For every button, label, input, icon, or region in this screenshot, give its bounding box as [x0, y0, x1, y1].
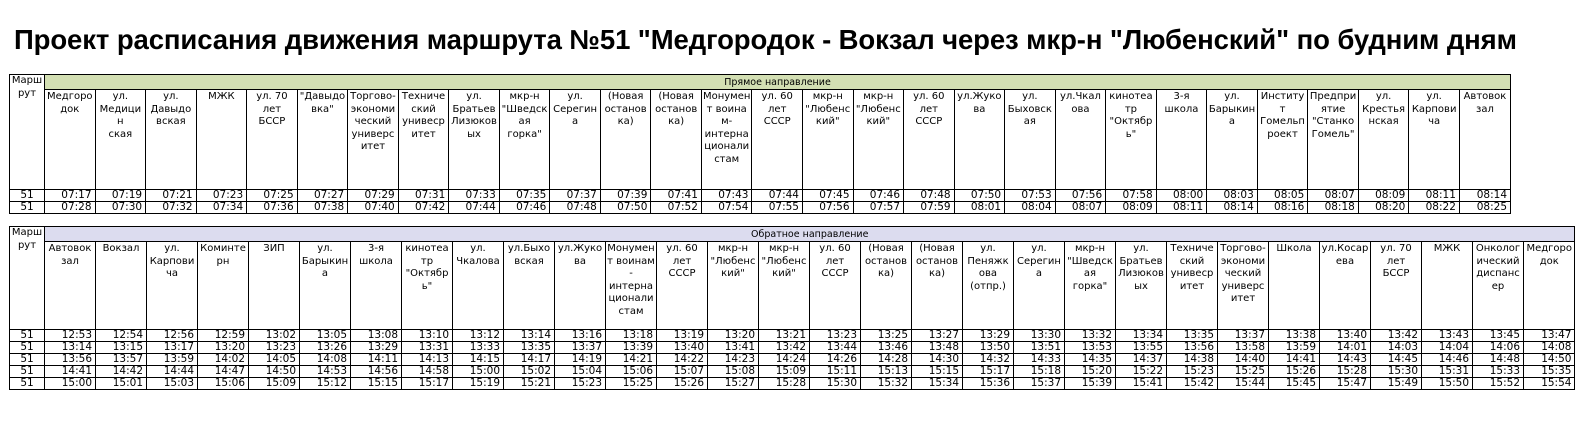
time-cell: 07:21 [146, 190, 197, 202]
time-cell: 07:33 [449, 190, 500, 202]
time-cell: 15:09 [759, 366, 810, 378]
stop-header: ул. 70 лет БССР [247, 90, 298, 190]
stop-header: мкр-н "Шведск ая горка" [499, 90, 550, 190]
time-cell: 07:32 [146, 202, 197, 214]
time-cell: 13:37 [555, 342, 606, 354]
route-number-cell: 51 [10, 202, 45, 214]
stop-header: Техниче ский унивеср итет [398, 90, 449, 190]
route-number-cell: 51 [10, 354, 45, 366]
time-cell: 14:28 [861, 354, 912, 366]
time-cell: 08:11 [1156, 202, 1207, 214]
time-cell: 13:23 [249, 342, 300, 354]
time-cell: 08:04 [1005, 202, 1056, 214]
schedule-row [10, 366, 1575, 378]
stop-header: ул. Медицин ская [95, 90, 146, 190]
stop-header: ул. Чкалова [453, 242, 504, 330]
stop-header: Медгоро док [45, 90, 96, 190]
time-cell: 15:21 [504, 378, 555, 390]
time-cell: 15:47 [1320, 378, 1371, 390]
stop-header: Онколог ический диспанс ер [1473, 242, 1524, 330]
time-cell: 13:48 [912, 342, 963, 354]
stop-header: ул. 60 лет СССР [752, 90, 803, 190]
time-cell: 15:04 [555, 366, 606, 378]
time-cell: 13:32 [1065, 330, 1116, 342]
time-cell: 13:42 [759, 342, 810, 354]
time-cell: 07:38 [297, 202, 348, 214]
time-cell: 13:20 [198, 342, 249, 354]
stop-header: (Новая останов ка) [651, 90, 702, 190]
time-cell: 08:14 [1459, 190, 1510, 202]
stop-header: Предпри ятие "Станко Гомель" [1308, 90, 1359, 190]
time-cell: 15:30 [810, 378, 861, 390]
time-cell: 14:01 [1320, 342, 1371, 354]
time-cell: 08:03 [1207, 190, 1258, 202]
time-cell: 15:00 [45, 378, 96, 390]
stop-header: мкр-н "Любенс кий" [708, 242, 759, 330]
time-cell: 15:44 [1218, 378, 1269, 390]
time-cell: 13:18 [606, 330, 657, 342]
time-cell: 15:17 [963, 366, 1014, 378]
time-cell: 07:36 [247, 202, 298, 214]
time-cell: 15:26 [657, 378, 708, 390]
time-cell: 13:38 [1269, 330, 1320, 342]
time-cell: 13:44 [810, 342, 861, 354]
stop-header: Медгоро док [1524, 242, 1575, 330]
schedule-row [10, 330, 1575, 342]
time-cell: 07:58 [1106, 190, 1157, 202]
stop-header: ул. Братьев Лизюков ых [1116, 242, 1167, 330]
time-cell: 14:08 [300, 354, 351, 366]
time-cell: 13:21 [759, 330, 810, 342]
time-cell: 08:16 [1257, 202, 1308, 214]
time-cell: 08:14 [1207, 202, 1258, 214]
time-cell: 15:13 [861, 366, 912, 378]
time-cell: 13:12 [453, 330, 504, 342]
time-cell: 15:25 [606, 378, 657, 390]
time-cell: 13:25 [861, 330, 912, 342]
time-cell: 13:58 [1218, 342, 1269, 354]
time-cell: 14:41 [1269, 354, 1320, 366]
time-cell: 13:45 [1473, 330, 1524, 342]
time-cell: 14:05 [249, 354, 300, 366]
stop-header: Коминте рн [198, 242, 249, 330]
time-cell: 12:56 [147, 330, 198, 342]
time-cell: 13:41 [708, 342, 759, 354]
time-cell: 14:37 [1116, 354, 1167, 366]
time-cell: 13:47 [1524, 330, 1575, 342]
time-cell: 13:20 [708, 330, 759, 342]
stop-header: мкр-н "Любенс кий" [802, 90, 853, 190]
time-cell: 14:17 [504, 354, 555, 366]
route-column-header: Марш рут [10, 75, 45, 190]
time-cell: 08:25 [1459, 202, 1510, 214]
time-cell: 15:26 [1269, 366, 1320, 378]
time-cell: 14:50 [249, 366, 300, 378]
time-cell: 15:06 [606, 366, 657, 378]
direction-row [10, 227, 1575, 242]
time-cell: 07:50 [600, 202, 651, 214]
time-cell: 14:35 [1065, 354, 1116, 366]
backward-schedule-table [9, 226, 1575, 390]
time-cell: 14:53 [300, 366, 351, 378]
stop-header: ул.Косар ева [1320, 242, 1371, 330]
stop-header: ул.Быхо вская [504, 242, 555, 330]
time-cell: 13:40 [657, 342, 708, 354]
stop-header: ул. Барыкин а [300, 242, 351, 330]
time-cell: 13:42 [1371, 330, 1422, 342]
time-cell: 15:01 [96, 378, 147, 390]
time-cell: 13:10 [402, 330, 453, 342]
time-cell: 14:47 [198, 366, 249, 378]
stop-header: Торгово- экономи ческий универс итет [348, 90, 399, 190]
time-cell: 08:18 [1308, 202, 1359, 214]
time-cell: 14:15 [453, 354, 504, 366]
time-cell: 15:07 [657, 366, 708, 378]
time-cell: 07:45 [802, 190, 853, 202]
time-cell: 13:29 [963, 330, 1014, 342]
time-cell: 15:00 [453, 366, 504, 378]
time-cell: 15:35 [1524, 366, 1575, 378]
time-cell: 15:18 [1014, 366, 1065, 378]
stop-header: ул. 60 лет СССР [904, 90, 955, 190]
stop-header: ЗИП [249, 242, 300, 330]
time-cell: 14:48 [1473, 354, 1524, 366]
time-cell: 08:09 [1106, 202, 1157, 214]
time-cell: 07:43 [701, 190, 752, 202]
stop-header: ул. Серегин а [1014, 242, 1065, 330]
stop-header: ул. Братьев Лизюков ых [449, 90, 500, 190]
time-cell: 07:48 [904, 190, 955, 202]
time-cell: 15:02 [504, 366, 555, 378]
time-cell: 13:59 [1269, 342, 1320, 354]
time-cell: 07:37 [550, 190, 601, 202]
time-cell: 07:31 [398, 190, 449, 202]
stop-header: Вокзал [96, 242, 147, 330]
time-cell: 08:22 [1409, 202, 1460, 214]
time-cell: 07:42 [398, 202, 449, 214]
time-cell: 14:46 [1422, 354, 1473, 366]
time-cell: 13:51 [1014, 342, 1065, 354]
time-cell: 07:56 [1055, 190, 1106, 202]
schedule-row [10, 202, 1511, 214]
time-cell: 15:39 [1065, 378, 1116, 390]
time-cell: 13:43 [1422, 330, 1473, 342]
time-cell: 13:37 [1218, 330, 1269, 342]
stop-header: мкр-н "Любенс кий" [759, 242, 810, 330]
time-cell: 14:06 [1473, 342, 1524, 354]
schedule-row [10, 354, 1575, 366]
time-cell: 08:05 [1257, 190, 1308, 202]
time-cell: 13:08 [351, 330, 402, 342]
time-cell: 15:33 [1473, 366, 1524, 378]
time-cell: 13:46 [861, 342, 912, 354]
time-cell: 13:23 [810, 330, 861, 342]
time-cell: 14:44 [147, 366, 198, 378]
time-cell: 13:35 [504, 342, 555, 354]
time-cell: 07:25 [247, 190, 298, 202]
stop-header: ул. Быховск ая [1005, 90, 1056, 190]
time-cell: 07:23 [196, 190, 247, 202]
time-cell: 13:31 [402, 342, 453, 354]
time-cell: 07:19 [95, 190, 146, 202]
time-cell: 15:50 [1422, 378, 1473, 390]
stop-header: Автовок зал [45, 242, 96, 330]
page-title: Проект расписания движения маршрута №51 "Медгородок - Вокзал через мкр-н "Любенский" по будним дням [14, 24, 1517, 55]
time-cell: 14:11 [351, 354, 402, 366]
time-cell: 15:12 [300, 378, 351, 390]
time-cell: 13:05 [300, 330, 351, 342]
stop-header: (Новая останов ка) [600, 90, 651, 190]
schedule-row [10, 342, 1575, 354]
stop-header: Автовок зал [1459, 90, 1510, 190]
stop-header: ул. Пеняжк ова (отпр.) [963, 242, 1014, 330]
time-cell: 13:34 [1116, 330, 1167, 342]
time-cell: 13:02 [249, 330, 300, 342]
time-cell: 13:33 [453, 342, 504, 354]
time-cell: 07:30 [95, 202, 146, 214]
time-cell: 08:00 [1156, 190, 1207, 202]
time-cell: 13:39 [606, 342, 657, 354]
stop-header: Школа [1269, 242, 1320, 330]
stop-header: ул. Карпови ча [147, 242, 198, 330]
time-cell: 15:32 [861, 378, 912, 390]
time-cell: 13:57 [96, 354, 147, 366]
time-cell: 07:44 [752, 190, 803, 202]
time-cell: 07:34 [196, 202, 247, 214]
route-column-header: Марш рут [10, 227, 45, 330]
time-cell: 14:41 [45, 366, 96, 378]
stop-header: ул. Крестья нская [1358, 90, 1409, 190]
time-cell: 15:23 [1167, 366, 1218, 378]
time-cell: 13:14 [45, 342, 96, 354]
time-cell: 08:01 [954, 202, 1005, 214]
stop-header: ул. Серегин а [550, 90, 601, 190]
schedule-row [10, 190, 1511, 202]
time-cell: 07:40 [348, 202, 399, 214]
time-cell: 15:41 [1116, 378, 1167, 390]
stop-header: кинотеа тр "Октябр ь" [1106, 90, 1157, 190]
stop-header: мкр-н "Любенс кий" [853, 90, 904, 190]
time-cell: 14:50 [1524, 354, 1575, 366]
time-cell: 13:59 [147, 354, 198, 366]
stops-header-row [10, 242, 1575, 330]
time-cell: 15:45 [1269, 378, 1320, 390]
time-cell: 15:22 [1116, 366, 1167, 378]
time-cell: 14:56 [351, 366, 402, 378]
stop-header: Техниче ский унивеср итет [1167, 242, 1218, 330]
time-cell: 13:53 [1065, 342, 1116, 354]
stop-header: ул.Жуко ва [555, 242, 606, 330]
time-cell: 14:45 [1371, 354, 1422, 366]
time-cell: 14:32 [963, 354, 1014, 366]
stop-header: Монумен т воинам- интерна ционали стам [606, 242, 657, 330]
stop-header: ул.Чкал ова [1055, 90, 1106, 190]
time-cell: 13:56 [45, 354, 96, 366]
time-cell: 07:44 [449, 202, 500, 214]
direction-header: Обратное направление [45, 227, 1575, 242]
time-cell: 15:49 [1371, 378, 1422, 390]
direction-row [10, 75, 1511, 90]
time-cell: 08:20 [1358, 202, 1409, 214]
time-cell: 15:37 [1014, 378, 1065, 390]
time-cell: 08:07 [1055, 202, 1106, 214]
time-cell: 12:53 [45, 330, 96, 342]
time-cell: 15:20 [1065, 366, 1116, 378]
time-cell: 15:28 [1320, 366, 1371, 378]
time-cell: 14:42 [96, 366, 147, 378]
time-cell: 13:27 [912, 330, 963, 342]
time-cell: 14:04 [1422, 342, 1473, 354]
stop-header: МЖК [196, 90, 247, 190]
time-cell: 15:25 [1218, 366, 1269, 378]
time-cell: 14:40 [1218, 354, 1269, 366]
forward-schedule-table [9, 74, 1511, 214]
time-cell: 14:30 [912, 354, 963, 366]
stop-header: кинотеа тр "Октябр ь" [402, 242, 453, 330]
time-cell: 15:06 [198, 378, 249, 390]
time-cell: 07:46 [499, 202, 550, 214]
time-cell: 15:17 [402, 378, 453, 390]
time-cell: 14:03 [1371, 342, 1422, 354]
time-cell: 13:14 [504, 330, 555, 342]
time-cell: 14:33 [1014, 354, 1065, 366]
time-cell: 14:24 [759, 354, 810, 366]
stop-header: ул. 60 лет СССР [657, 242, 708, 330]
time-cell: 13:29 [351, 342, 402, 354]
stop-header: ул. Барыкин а [1207, 90, 1258, 190]
time-cell: 15:09 [249, 378, 300, 390]
time-cell: 15:11 [810, 366, 861, 378]
stop-header: 3-я школа [351, 242, 402, 330]
stop-header: МЖК [1422, 242, 1473, 330]
time-cell: 08:09 [1358, 190, 1409, 202]
time-cell: 13:40 [1320, 330, 1371, 342]
time-cell: 14:02 [198, 354, 249, 366]
time-cell: 14:26 [810, 354, 861, 366]
stop-header: (Новая останов ка) [861, 242, 912, 330]
time-cell: 15:19 [453, 378, 504, 390]
time-cell: 08:07 [1308, 190, 1359, 202]
stop-header: ул. Давыдо вская [146, 90, 197, 190]
time-cell: 15:28 [759, 378, 810, 390]
time-cell: 07:46 [853, 190, 904, 202]
time-cell: 07:35 [499, 190, 550, 202]
stops-header-row [10, 90, 1511, 190]
time-cell: 15:30 [1371, 366, 1422, 378]
time-cell: 08:11 [1409, 190, 1460, 202]
time-cell: 15:08 [708, 366, 759, 378]
time-cell: 13:56 [1167, 342, 1218, 354]
route-number-cell: 51 [10, 190, 45, 202]
direction-header: Прямое направление [45, 75, 1511, 90]
time-cell: 07:54 [701, 202, 752, 214]
route-number-cell: 51 [10, 342, 45, 354]
time-cell: 07:52 [651, 202, 702, 214]
time-cell: 07:48 [550, 202, 601, 214]
time-cell: 07:39 [600, 190, 651, 202]
time-cell: 07:59 [904, 202, 955, 214]
time-cell: 14:21 [606, 354, 657, 366]
time-cell: 14:13 [402, 354, 453, 366]
time-cell: 07:28 [45, 202, 96, 214]
time-cell: 13:15 [96, 342, 147, 354]
time-cell: 15:36 [963, 378, 1014, 390]
time-cell: 15:23 [555, 378, 606, 390]
time-cell: 07:50 [954, 190, 1005, 202]
stop-header: Торгово- экономи ческий универс итет [1218, 242, 1269, 330]
time-cell: 07:55 [752, 202, 803, 214]
time-cell: 13:16 [555, 330, 606, 342]
time-cell: 14:22 [657, 354, 708, 366]
time-cell: 07:29 [348, 190, 399, 202]
time-cell: 13:55 [1116, 342, 1167, 354]
time-cell: 07:57 [853, 202, 904, 214]
time-cell: 12:59 [198, 330, 249, 342]
time-cell: 15:34 [912, 378, 963, 390]
time-cell: 07:41 [651, 190, 702, 202]
time-cell: 13:30 [1014, 330, 1065, 342]
time-cell: 14:38 [1167, 354, 1218, 366]
stop-header: ул. 60 лет СССР [810, 242, 861, 330]
time-cell: 15:15 [912, 366, 963, 378]
time-cell: 13:26 [300, 342, 351, 354]
time-cell: 13:50 [963, 342, 1014, 354]
time-cell: 15:54 [1524, 378, 1575, 390]
route-number-cell: 51 [10, 366, 45, 378]
time-cell: 15:42 [1167, 378, 1218, 390]
time-cell: 14:08 [1524, 342, 1575, 354]
time-cell: 14:58 [402, 366, 453, 378]
time-cell: 13:19 [657, 330, 708, 342]
stop-header: ул. Карпови ча [1409, 90, 1460, 190]
time-cell: 15:15 [351, 378, 402, 390]
time-cell: 15:03 [147, 378, 198, 390]
stop-header: "Давыдо вка" [297, 90, 348, 190]
stop-header: ул.Жуко ва [954, 90, 1005, 190]
time-cell: 14:19 [555, 354, 606, 366]
time-cell: 07:17 [45, 190, 96, 202]
time-cell: 14:43 [1320, 354, 1371, 366]
time-cell: 15:31 [1422, 366, 1473, 378]
time-cell: 12:54 [96, 330, 147, 342]
route-number-cell: 51 [10, 330, 45, 342]
time-cell: 13:17 [147, 342, 198, 354]
route-number-cell: 51 [10, 378, 45, 390]
time-cell: 15:27 [708, 378, 759, 390]
stop-header: 3-я школа [1156, 90, 1207, 190]
time-cell: 14:23 [708, 354, 759, 366]
stop-header: Монумен т воинам- интерна ционали стам [701, 90, 752, 190]
time-cell: 13:35 [1167, 330, 1218, 342]
stop-header: мкр-н "Шведск ая горка" [1065, 242, 1116, 330]
stop-header: ул. 70 лет БССР [1371, 242, 1422, 330]
time-cell: 07:53 [1005, 190, 1056, 202]
time-cell: 07:56 [802, 202, 853, 214]
time-cell: 15:52 [1473, 378, 1524, 390]
stop-header: (Новая останов ка) [912, 242, 963, 330]
schedule-row [10, 378, 1575, 390]
stop-header: Институ т Гомельп роект [1257, 90, 1308, 190]
time-cell: 07:27 [297, 190, 348, 202]
